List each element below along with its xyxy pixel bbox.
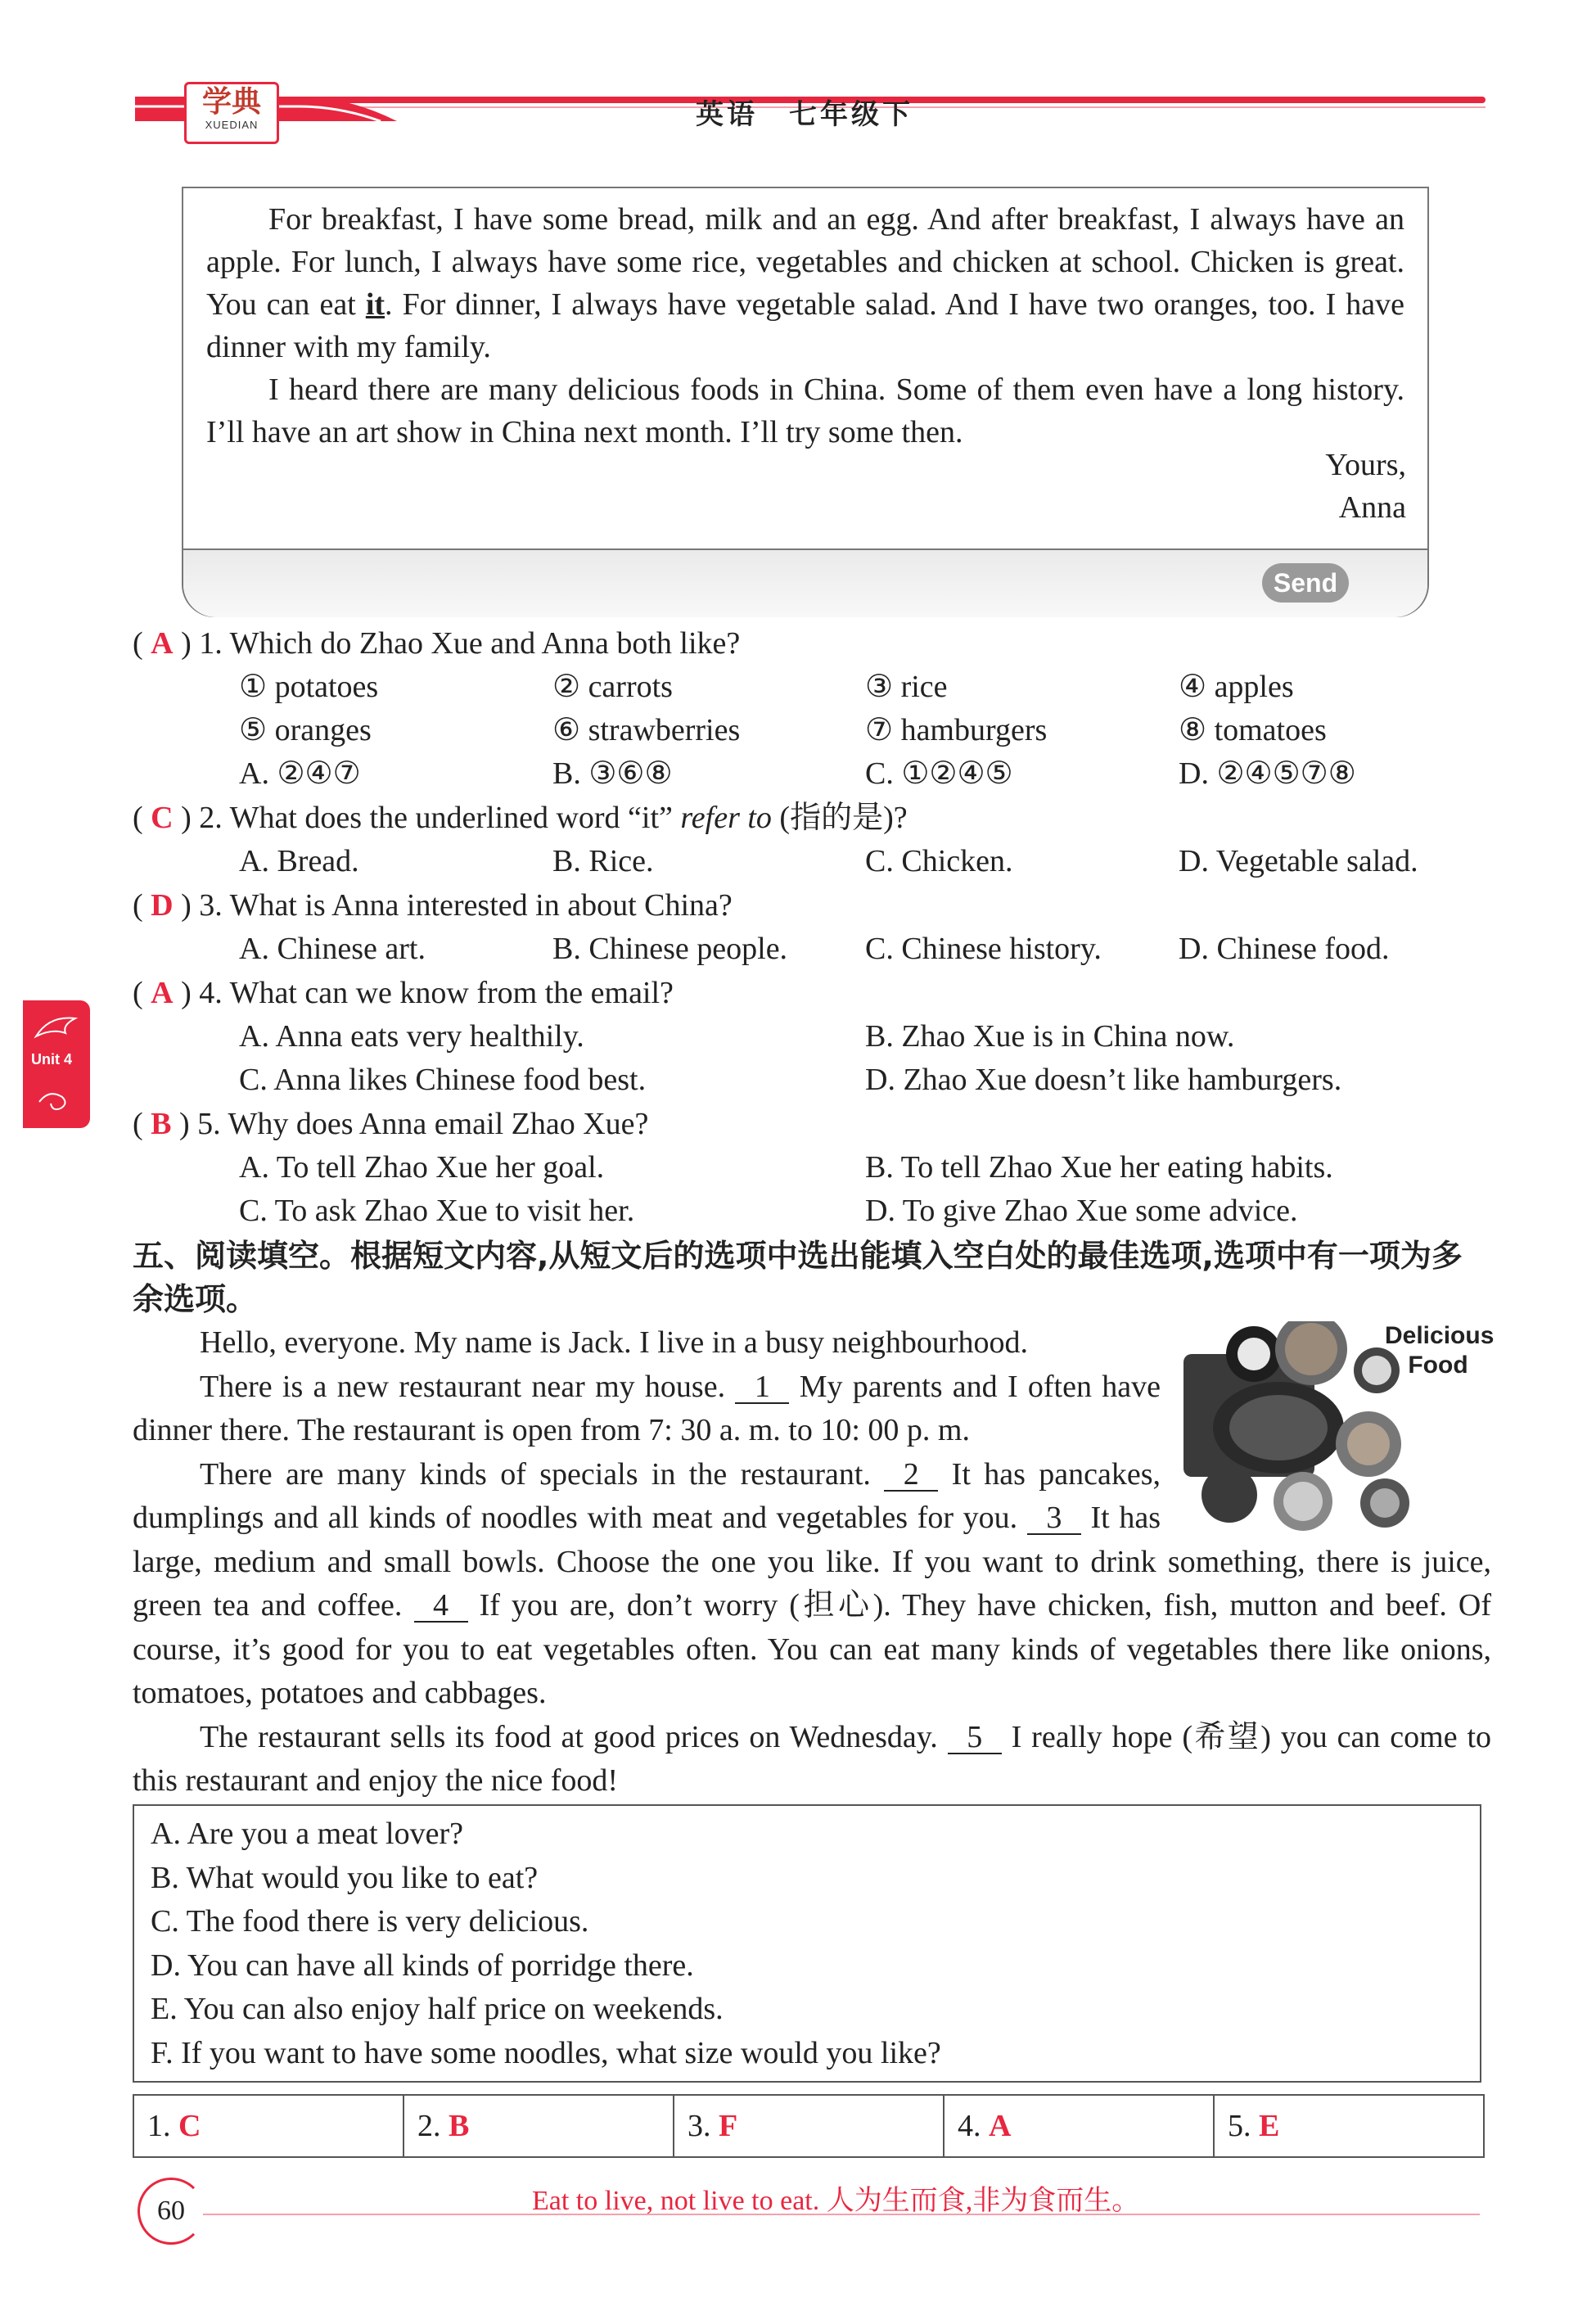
option: B. Rice. bbox=[552, 844, 654, 878]
footer-motto: Eat to live, not live to eat. 人为生而食,非为食而生。 bbox=[532, 2186, 1140, 2216]
choice-c: C. The food there is very delicious. bbox=[151, 1904, 589, 1939]
email-signature: Yours, Anna bbox=[1325, 448, 1406, 525]
passage-paragraph-1: Hello, everyone. My name is Jack. I live in a busy neighbourhood. bbox=[200, 1325, 1029, 1360]
item: ④ apples bbox=[1179, 670, 1294, 704]
option: D. ②④⑤⑦⑧ bbox=[1179, 756, 1356, 791]
option: C. Anna likes Chinese food best. bbox=[239, 1063, 647, 1097]
item: ⑧ tomatoes bbox=[1179, 713, 1327, 747]
answer-grid bbox=[133, 2094, 1485, 2158]
swirl-icon bbox=[33, 1086, 79, 1118]
item: ⑥ strawberries bbox=[552, 713, 741, 747]
answer-cell[interactable]: 2. B bbox=[404, 2096, 674, 2156]
section-title: 五、阅读填空。根据短文内容,从短文后的选项中选出能填入空白处的最佳选项,选项中有一项为多余选项。 bbox=[133, 1238, 1463, 1317]
reading-passage bbox=[133, 1321, 1495, 1803]
publisher-logo: 学典 XUEDIAN bbox=[184, 82, 279, 144]
option: A. ②④⑦ bbox=[239, 756, 361, 791]
question-1: ( A ) 1. Which do Zhao Xue and Anna both like? bbox=[133, 626, 741, 661]
blank-3[interactable]: 3 bbox=[1027, 1502, 1081, 1535]
blank-1[interactable]: 1 bbox=[735, 1371, 789, 1404]
option: A. Chinese art. bbox=[239, 932, 426, 966]
item: ⑦ hamburgers bbox=[865, 713, 1048, 747]
question-2: ( C ) 2. What does the underlined word “it” refer to (指的是)? bbox=[133, 801, 908, 835]
option: B. To tell Zhao Xue her eating habits. bbox=[865, 1150, 1333, 1185]
item: ③ rice bbox=[865, 670, 948, 704]
answer-cell[interactable]: 1. C bbox=[134, 2096, 404, 2156]
delicious-food-image bbox=[1180, 1321, 1495, 1531]
page-number: 60 bbox=[138, 2178, 205, 2245]
item: ② carrots bbox=[552, 670, 673, 704]
email-paragraph-1: For breakfast, I have some bread, milk and an egg. And after breakfast, I always have an apple. For lunch, I always have some rice, vegetables and chicken at school. Chicken is great. You can eat it. For dinner, I always have vegetable salad. And I have two oranges, too. I have dinner with my family. bbox=[206, 202, 1404, 364]
passage-paragraph-4: The restaurant sells its food at good prices on Wednesday. 5 I really hope (希望) you can come to this restaurant and enjoy the nice food! bbox=[133, 1719, 1492, 1798]
option: D. To give Zhao Xue some advice. bbox=[865, 1194, 1298, 1228]
book-title: 英语 七年级下 bbox=[696, 98, 913, 131]
answer-cell[interactable]: 3. F bbox=[674, 2096, 945, 2156]
wing-icon bbox=[33, 1012, 79, 1045]
choice-e: E. You can also enjoy half price on weekends. bbox=[151, 1992, 724, 2026]
choice-f: F. If you want to have some noodles, what size would you like? bbox=[151, 2035, 941, 2070]
option: B. ③⑥⑧ bbox=[552, 756, 673, 791]
item: ① potatoes bbox=[239, 670, 379, 704]
image-label-food: Food bbox=[1408, 1352, 1468, 1379]
question-3: ( D ) 3. What is Anna interested in about China? bbox=[133, 888, 733, 923]
choices-box bbox=[133, 1804, 1481, 2083]
option: A. Anna eats very healthily. bbox=[239, 1019, 584, 1054]
answer-cell[interactable]: 4. A bbox=[945, 2096, 1215, 2156]
blank-5[interactable]: 5 bbox=[948, 1722, 1002, 1754]
unit-side-tab: Unit 4 bbox=[23, 1000, 90, 1128]
passage-paragraph-2: There is a new restaurant near my house. 1 My parents and I often have dinner there. The restaurant is open from 7: 30 a. m. to 10: 00 p. m. bbox=[133, 1369, 1161, 1447]
email-box bbox=[182, 187, 1429, 617]
option: D. Chinese food. bbox=[1179, 932, 1390, 966]
option: B. Zhao Xue is in China now. bbox=[865, 1019, 1235, 1054]
underlined-word: it bbox=[365, 287, 385, 322]
option: C. ①②④⑤ bbox=[865, 756, 1013, 791]
option: A. To tell Zhao Xue her goal. bbox=[239, 1150, 605, 1185]
option: C. To ask Zhao Xue to visit her. bbox=[239, 1194, 635, 1228]
option: D. Zhao Xue doesn’t like hamburgers. bbox=[865, 1063, 1342, 1097]
question-5: ( B ) 5. Why does Anna email Zhao Xue? bbox=[133, 1107, 649, 1141]
option: A. Bread. bbox=[239, 844, 359, 878]
choice-b: B. What would you like to eat? bbox=[151, 1860, 539, 1895]
option: D. Vegetable salad. bbox=[1179, 844, 1418, 878]
image-label-delicious: Delicious bbox=[1385, 1322, 1495, 1349]
email-paragraph-2: I heard there are many delicious foods in China. Some of them even have a long history. I’ll have an art show in China next month. I’ll try some then. bbox=[206, 372, 1404, 449]
blank-2[interactable]: 2 bbox=[884, 1459, 938, 1492]
option: C. Chicken. bbox=[865, 844, 1013, 878]
question-4: ( A ) 4. What can we know from the email? bbox=[133, 976, 674, 1010]
send-button[interactable]: Send bbox=[1262, 563, 1349, 603]
answer-cell[interactable]: 5. E bbox=[1228, 2109, 1280, 2143]
email-toolbar bbox=[183, 548, 1427, 617]
option: B. Chinese people. bbox=[552, 932, 788, 966]
blank-4[interactable]: 4 bbox=[414, 1590, 468, 1623]
item: ⑤ oranges bbox=[239, 713, 372, 747]
option: C. Chinese history. bbox=[865, 932, 1102, 966]
choice-d: D. You can have all kinds of porridge there. bbox=[151, 1948, 694, 1983]
passage-paragraph-3: There are many kinds of specials in the restaurant. 2 It has pancakes, dumplings and all kinds of noodles with meat and vegetables for you. 3 It has large, medium and small bowls. Choose the one you like. If you want to drink something, there is juice, green tea and coffee. 4 If you are, don’t worry (担心). They have chicken, fish, mutton and beef. Of course, it’s good for you to eat vegetables often. You can eat many kinds of vegetables there like onions, tomatoes, potatoes and cabbages. bbox=[133, 1456, 1492, 1710]
choice-a: A. Are you a meat lover? bbox=[151, 1817, 463, 1851]
